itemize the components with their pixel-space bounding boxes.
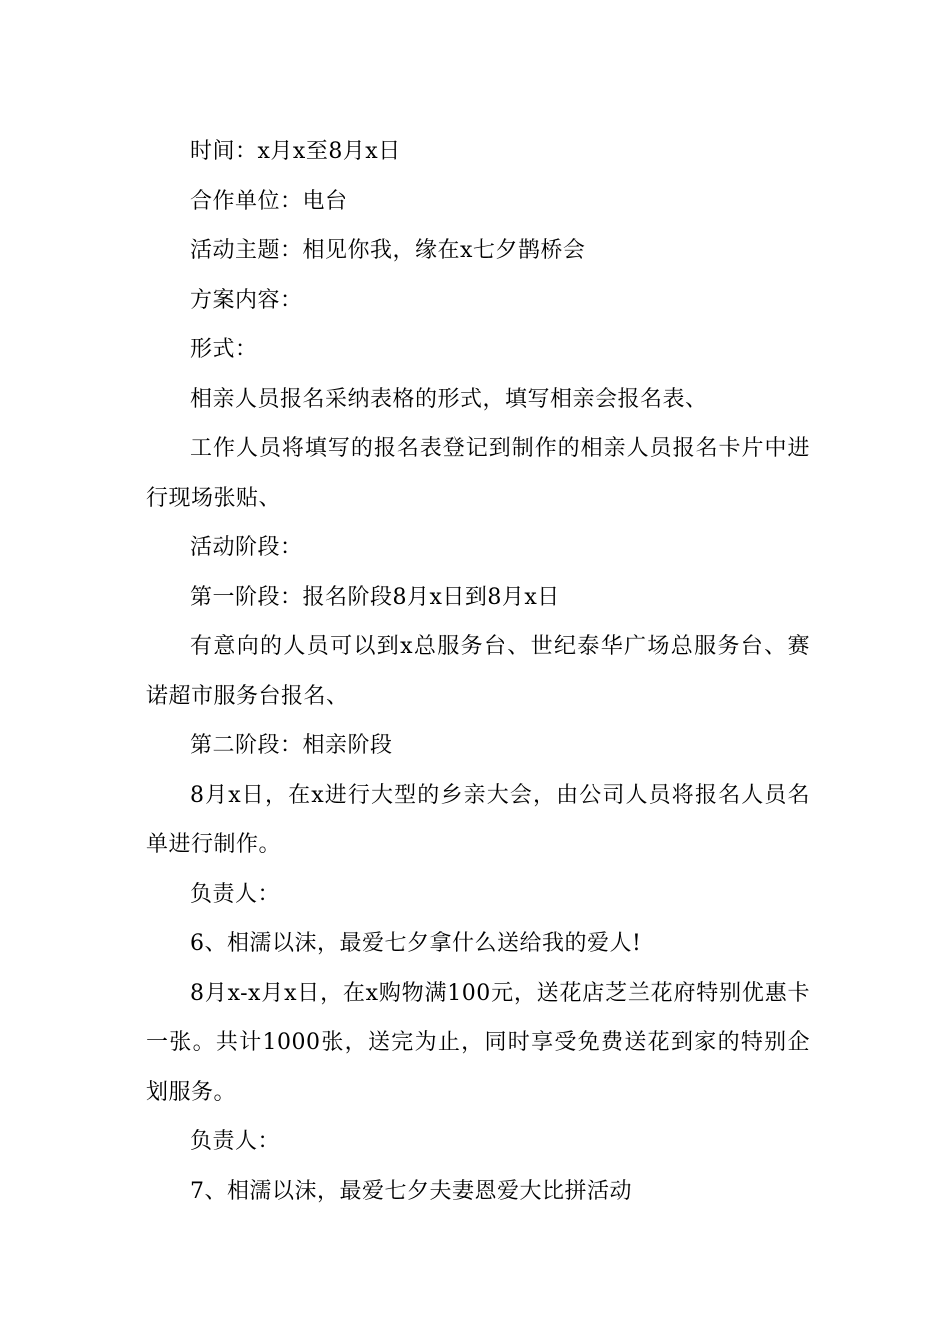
paragraph-form-heading: 形式： <box>190 337 258 362</box>
paragraph-meeting-desc: 8月x日，在x进行大型的乡亲大会，由公司人员将报名人员名单进行制作。 <box>146 782 810 857</box>
paragraph-stage-two: 第二阶段：相亲阶段 <box>190 733 393 758</box>
paragraph-form-desc: 相亲人员报名采纳表格的形式，填写相亲会报名表、 <box>190 386 708 412</box>
paragraph-partner: 合作单位：电台 <box>190 188 348 214</box>
paragraph-stage-one: 第一阶段：报名阶段8月x日到8月x日 <box>190 584 560 610</box>
paragraph-item-7: 7、相濡以沫，最爱七夕夫妻恩爱大比拼活动 <box>190 1178 632 1204</box>
paragraph-responsible-1: 负责人： <box>190 881 281 907</box>
paragraph-stages-heading: 活动阶段： <box>190 535 303 560</box>
paragraph-time: 时间：x月x至8月x日 <box>190 139 401 164</box>
paragraph-registration-desc: 有意向的人员可以到x总服务台、世纪泰华广场总服务台、赛诺超市服务台报名、 <box>146 634 810 709</box>
paragraph-plan-heading: 方案内容： <box>190 287 303 313</box>
paragraph-responsible-2: 负责人： <box>190 1129 281 1154</box>
document-body <box>146 127 810 1216</box>
paragraph-gift-desc: 8月x-x月x日，在x购物满100元，送花店芝兰花府特别优惠卡一张。共计1000张，送完为止，同时享受免费送花到家的特别企划服务。 <box>146 980 810 1105</box>
paragraph-theme: 活动主题：相见你我，缘在x七夕鹊桥会 <box>190 238 586 263</box>
paragraph-item-6: 6、相濡以沫，最爱七夕拿什么送给我的爱人! <box>190 931 642 956</box>
paragraph-staff-desc: 工作人员将填写的报名表登记到制作的相亲人员报名卡片中进行现场张贴、 <box>146 436 810 511</box>
